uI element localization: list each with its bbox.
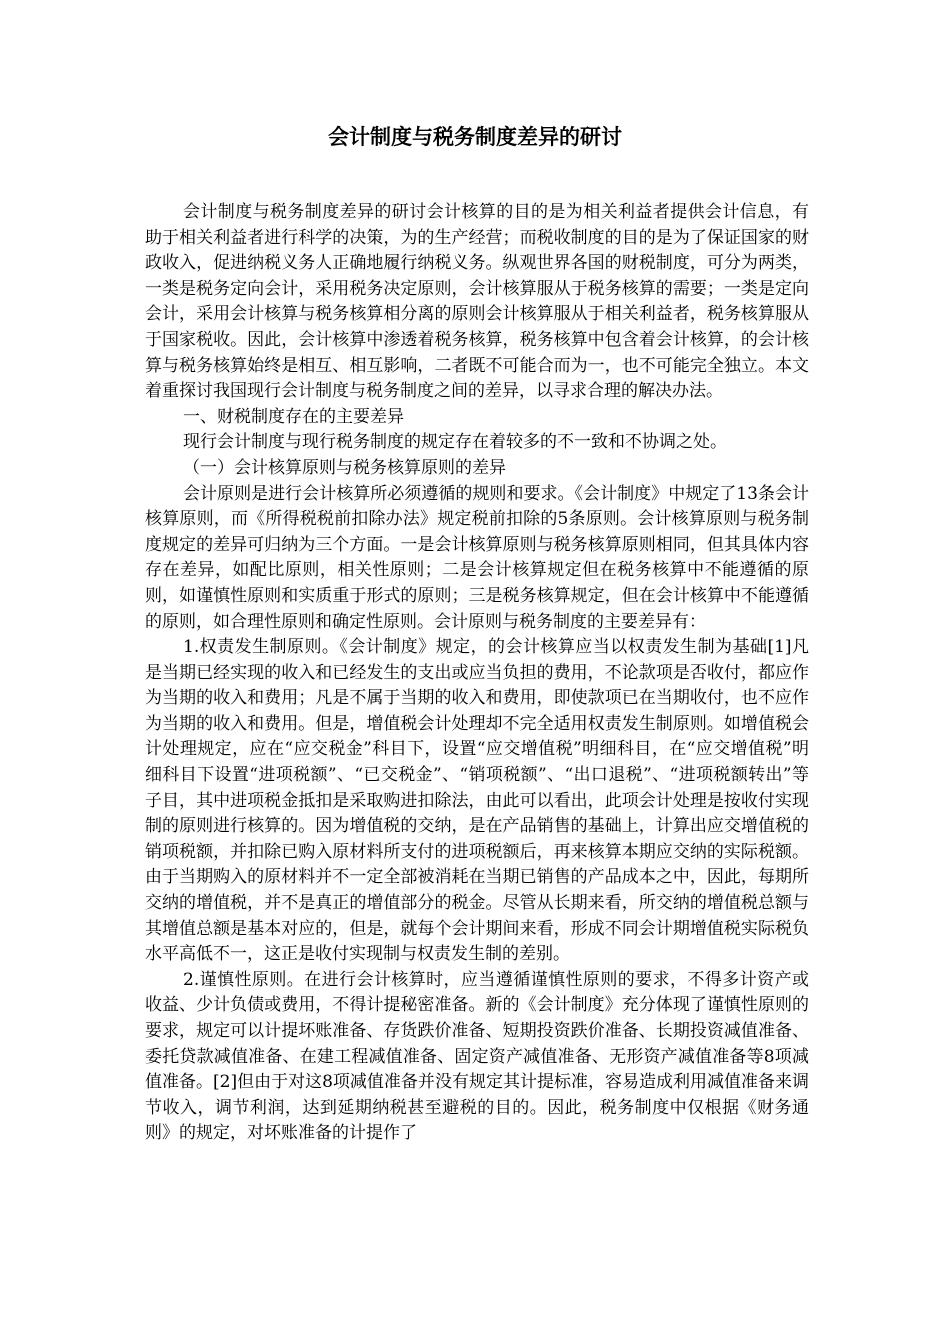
paragraph-intro: 会计制度与税务制度差异的研讨会计核算的目的是为相关利益者提供会计信息，有助于相关利益者进行科学的决策，为的生产经营；而税收制度的目的是为了保证国家的财政收入，促进纳税义务人正确地履行纳税义务。纵观世界各国的财税制度，可分为两类，一类是税务定向会计，采用税务决定原则，会计核算服从于税务核算的需要；一类是定向会计，采用会计核算与税务核算相分离的原则会计核算服从于相关利益者，税务核算服从于国家税收。因此，会计核算中渗透着税务核算，税务核算中包含着会计核算，的会计核算与税务核算始终是相互、相互影响，二者既不可能合而为一，也不可能完全独立。本文着重探讨我国现行会计制度与税务制度之间的差异，以寻求合理的解决办法。 <box>145 202 809 402</box>
paragraph-section-summary: 现行会计制度与现行税务制度的规定存在着较多的不一致和不协调之处。 <box>183 432 727 453</box>
section-heading-1: 一、财税制度存在的主要差异 <box>183 406 404 427</box>
paragraph-accounting-principles: 会计原则是进行会计核算所必须遵循的规则和要求。《会计制度》中规定了13条会计核算原则，而《所得税税前扣除办法》规定税前扣除的5条原则。会计核算原则与税务制度规定的差异可归纳为三个方面。一是会计核算原则与税务核算原则相同，但其具体内容存在差异，如配比原则，相关性原则；二是会计核算规定但在税务核算中不能遵循的原则，如谨慎性原则和实质重于形式的原则；三是税务核算规定，但在会计核算中不能遵循的原则，如合理性原则和确定性原则。会计原则与税务制度的主要差异有： <box>145 483 809 632</box>
subsection-heading-1: （一）会计核算原则与税务核算原则的差异 <box>183 457 506 478</box>
paragraph-prudence: 2.谨慎性原则。在进行会计核算时，应当遵循谨慎性原则的要求，不得多计资产或收益、少计负债或费用，不得计提秘密准备。新的《会计制度》充分体现了谨慎性原则的要求，规定可以计提坏账准备、存货跌价准备、短期投资跌价准备、长期投资减值准备、委托贷款减值准备、在建工程减值准备、固定资产减值准备、无形资产减值准备等8项减值准备。[2]但由于对这8项减值准备并没有规定其计提标准，容易造成利用减值准备来调节收入，调节利润，达到延期纳税甚至避税的目的。因此，税务制度中仅根据《财务通则》的规定，对坏账准备的计提作了 <box>145 969 809 1144</box>
paragraph-accrual-basis: 1.权责发生制原则。《会计制度》规定，的会计核算应当以权责发生制为基础[1]凡是当期已经实现的收入和已经发生的支出或应当负担的费用，不论款项是否收付，都应作为当期的收入和费用；凡是不属于当期的收入和费用，即使款项已在当期收付，也不应作为当期的收入和费用。但是，增值税会计处理却不完全适用权责发生制原则。如增值税会计处理规定，应在“应交税金”科目下，设置“应交增值税”明细科目，在“应交增值税”明细科目下设置“进项税额”、“已交税金”、“销项税额”、“出口退税”、“进项税额转出”等子目，其中进项税金抵扣是采取购进扣除法，由此可以看出，此项会计处理是按收付实现制的原则进行核算的。因为增值税的交纳，是在产品销售的基础上，计算出应交增值税的销项税额，并扣除已购入原材料所支付的进项税额后，再来核算本期应交纳的实际税额。由于当期购入的原材料并不一定全部被消耗在当期已销售的产品成本之中，因此，每期所交纳的增值税，并不是真正的增值部分的税金。尽管从长期来看，所交纳的增值税总额与其增值总额是基本对应的，但是，就每个会计期间来看，形成不同会计期增值税实际税负水平高低不一，这正是收付实现制与权责发生制的差别。 <box>145 637 809 965</box>
document-title: 会计制度与税务制度差异的研讨 <box>328 125 622 149</box>
document-body <box>145 200 809 1147</box>
